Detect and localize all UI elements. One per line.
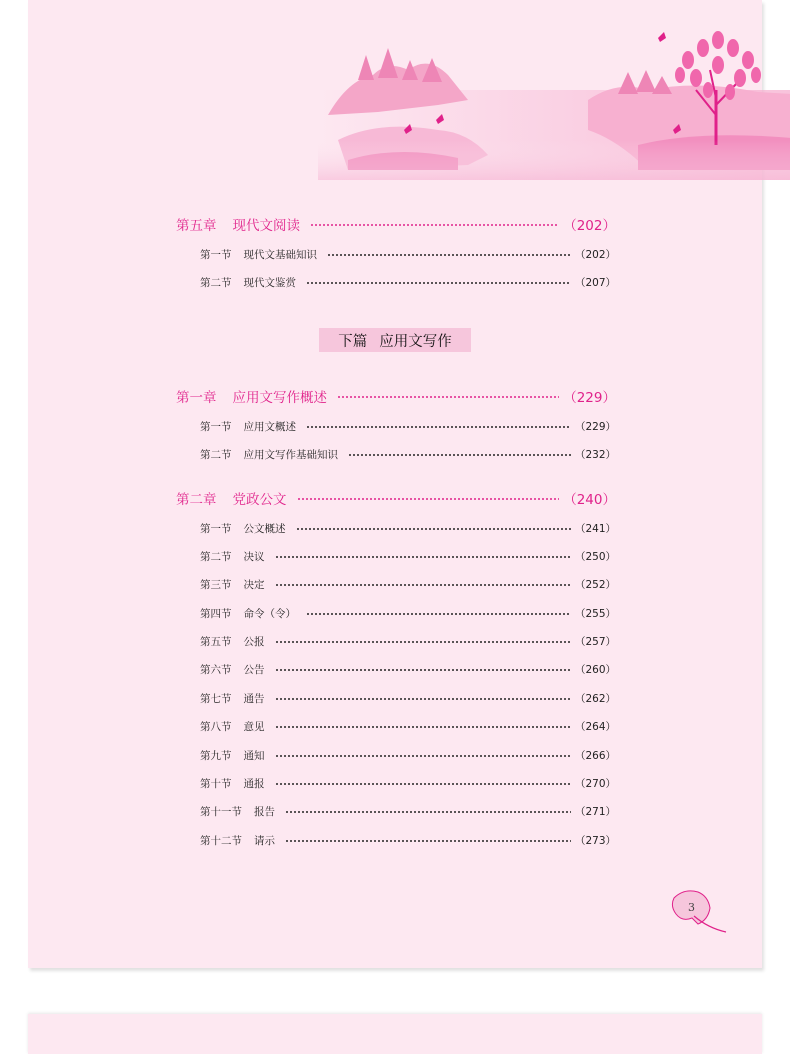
toc-section-row bbox=[28, 546, 762, 566]
toc-section-row bbox=[28, 603, 762, 623]
section-number: 第六节 bbox=[200, 663, 232, 676]
toc-page-number: （241） bbox=[574, 522, 616, 535]
ginkgo-leaf-icon bbox=[668, 888, 730, 938]
toc-section-row bbox=[28, 801, 762, 821]
section-title: 请示 bbox=[254, 834, 275, 847]
section-number: 第十节 bbox=[200, 777, 232, 790]
toc-section-row bbox=[28, 688, 762, 708]
dot-leader bbox=[348, 454, 571, 456]
dot-leader bbox=[275, 726, 571, 728]
toc-section-row bbox=[28, 574, 762, 594]
dot-leader bbox=[275, 556, 571, 558]
toc-page-number: （232） bbox=[574, 448, 616, 461]
section-number: 第二节 bbox=[200, 276, 232, 289]
dot-leader bbox=[275, 641, 571, 643]
section-title: 通告 bbox=[243, 692, 265, 705]
toc-page-number: （229） bbox=[563, 390, 616, 406]
chapter-title: 现代文阅读 bbox=[232, 218, 300, 234]
section-title: 通报 bbox=[243, 777, 265, 790]
dot-leader bbox=[327, 254, 571, 256]
part-heading bbox=[319, 328, 471, 352]
section-number: 第三节 bbox=[200, 578, 232, 591]
part-title: 应用文写作 bbox=[379, 333, 452, 350]
toc-page-number: （252） bbox=[574, 578, 616, 591]
dot-leader bbox=[306, 426, 571, 428]
section-title: 现代文基础知识 bbox=[243, 248, 317, 261]
dot-leader bbox=[337, 396, 559, 398]
toc-section-row bbox=[28, 518, 762, 538]
toc-section-row bbox=[28, 444, 762, 464]
toc-page-number: （271） bbox=[574, 805, 616, 818]
section-number: 第九节 bbox=[200, 749, 232, 762]
section-title: 现代文鉴赏 bbox=[243, 276, 296, 289]
section-number: 第一节 bbox=[200, 420, 232, 433]
toc-section-row bbox=[28, 244, 762, 264]
dot-leader bbox=[275, 698, 571, 700]
toc-page-number: （229） bbox=[574, 420, 616, 433]
dot-leader bbox=[306, 282, 571, 284]
toc-page-number: （260） bbox=[574, 663, 616, 676]
dot-leader bbox=[296, 528, 571, 530]
toc-section-row bbox=[28, 659, 762, 679]
chapter-title: 应用文写作概述 bbox=[232, 390, 327, 406]
section-number: 第四节 bbox=[200, 607, 232, 620]
chapter-title: 党政公文 bbox=[232, 492, 287, 508]
landscape-illustration bbox=[318, 20, 790, 180]
section-title: 意见 bbox=[243, 720, 265, 733]
section-number: 第八节 bbox=[200, 720, 232, 733]
book-page bbox=[28, 0, 762, 968]
dot-leader bbox=[275, 669, 571, 671]
dot-leader bbox=[297, 498, 560, 500]
toc-section-row bbox=[28, 716, 762, 736]
section-title: 报告 bbox=[254, 805, 275, 818]
dot-leader bbox=[275, 783, 571, 785]
next-page-edge bbox=[28, 1014, 762, 1054]
section-title: 命令（令） bbox=[243, 607, 296, 620]
section-title: 决议 bbox=[243, 550, 265, 563]
part-label: 下篇 bbox=[338, 333, 368, 350]
section-number: 第一节 bbox=[200, 248, 232, 261]
toc-page-number: （207） bbox=[574, 276, 616, 289]
chapter-number: 第二章 bbox=[176, 492, 217, 508]
section-title: 决定 bbox=[243, 578, 265, 591]
toc-page-number: （270） bbox=[574, 777, 616, 790]
section-number: 第二节 bbox=[200, 448, 232, 461]
toc-page-number: （257） bbox=[574, 635, 616, 648]
dot-leader bbox=[310, 224, 559, 226]
section-number: 第十二节 bbox=[200, 834, 242, 847]
chapter-number: 第五章 bbox=[176, 218, 217, 234]
chapter-number: 第一章 bbox=[176, 390, 217, 406]
toc-page-number: （240） bbox=[563, 492, 616, 508]
toc-page-number: （250） bbox=[574, 550, 616, 563]
toc-page-number: （202） bbox=[563, 218, 616, 234]
toc-section-row bbox=[28, 272, 762, 292]
section-number: 第七节 bbox=[200, 692, 232, 705]
section-title: 应用文概述 bbox=[243, 420, 296, 433]
toc-section-row bbox=[28, 416, 762, 436]
dot-leader bbox=[275, 755, 571, 757]
section-number: 第十一节 bbox=[200, 805, 242, 818]
dot-leader bbox=[306, 613, 571, 615]
toc-page-number: （255） bbox=[574, 607, 616, 620]
section-title: 公文概述 bbox=[243, 522, 286, 535]
dot-leader bbox=[285, 840, 571, 842]
toc-section-row bbox=[28, 773, 762, 793]
section-title: 应用文写作基础知识 bbox=[243, 448, 338, 461]
toc-page-number: （264） bbox=[574, 720, 616, 733]
toc-section-row bbox=[28, 830, 762, 850]
toc-chapter-row bbox=[28, 488, 762, 508]
section-title: 公告 bbox=[243, 663, 265, 676]
section-number: 第五节 bbox=[200, 635, 232, 648]
toc-section-row bbox=[28, 745, 762, 765]
toc-page-number: （266） bbox=[574, 749, 616, 762]
section-number: 第二节 bbox=[200, 550, 232, 563]
toc-page-number: （202） bbox=[574, 248, 616, 261]
toc-chapter-row bbox=[28, 214, 762, 234]
dot-leader bbox=[285, 811, 571, 813]
dot-leader bbox=[275, 584, 571, 586]
page-number: 3 bbox=[688, 901, 695, 914]
section-number: 第一节 bbox=[200, 522, 232, 535]
section-title: 公报 bbox=[243, 635, 265, 648]
toc-chapter-row bbox=[28, 386, 762, 406]
section-title: 通知 bbox=[243, 749, 265, 762]
toc-section-row bbox=[28, 631, 762, 651]
toc-page-number: （262） bbox=[574, 692, 616, 705]
toc-page-number: （273） bbox=[574, 834, 616, 847]
